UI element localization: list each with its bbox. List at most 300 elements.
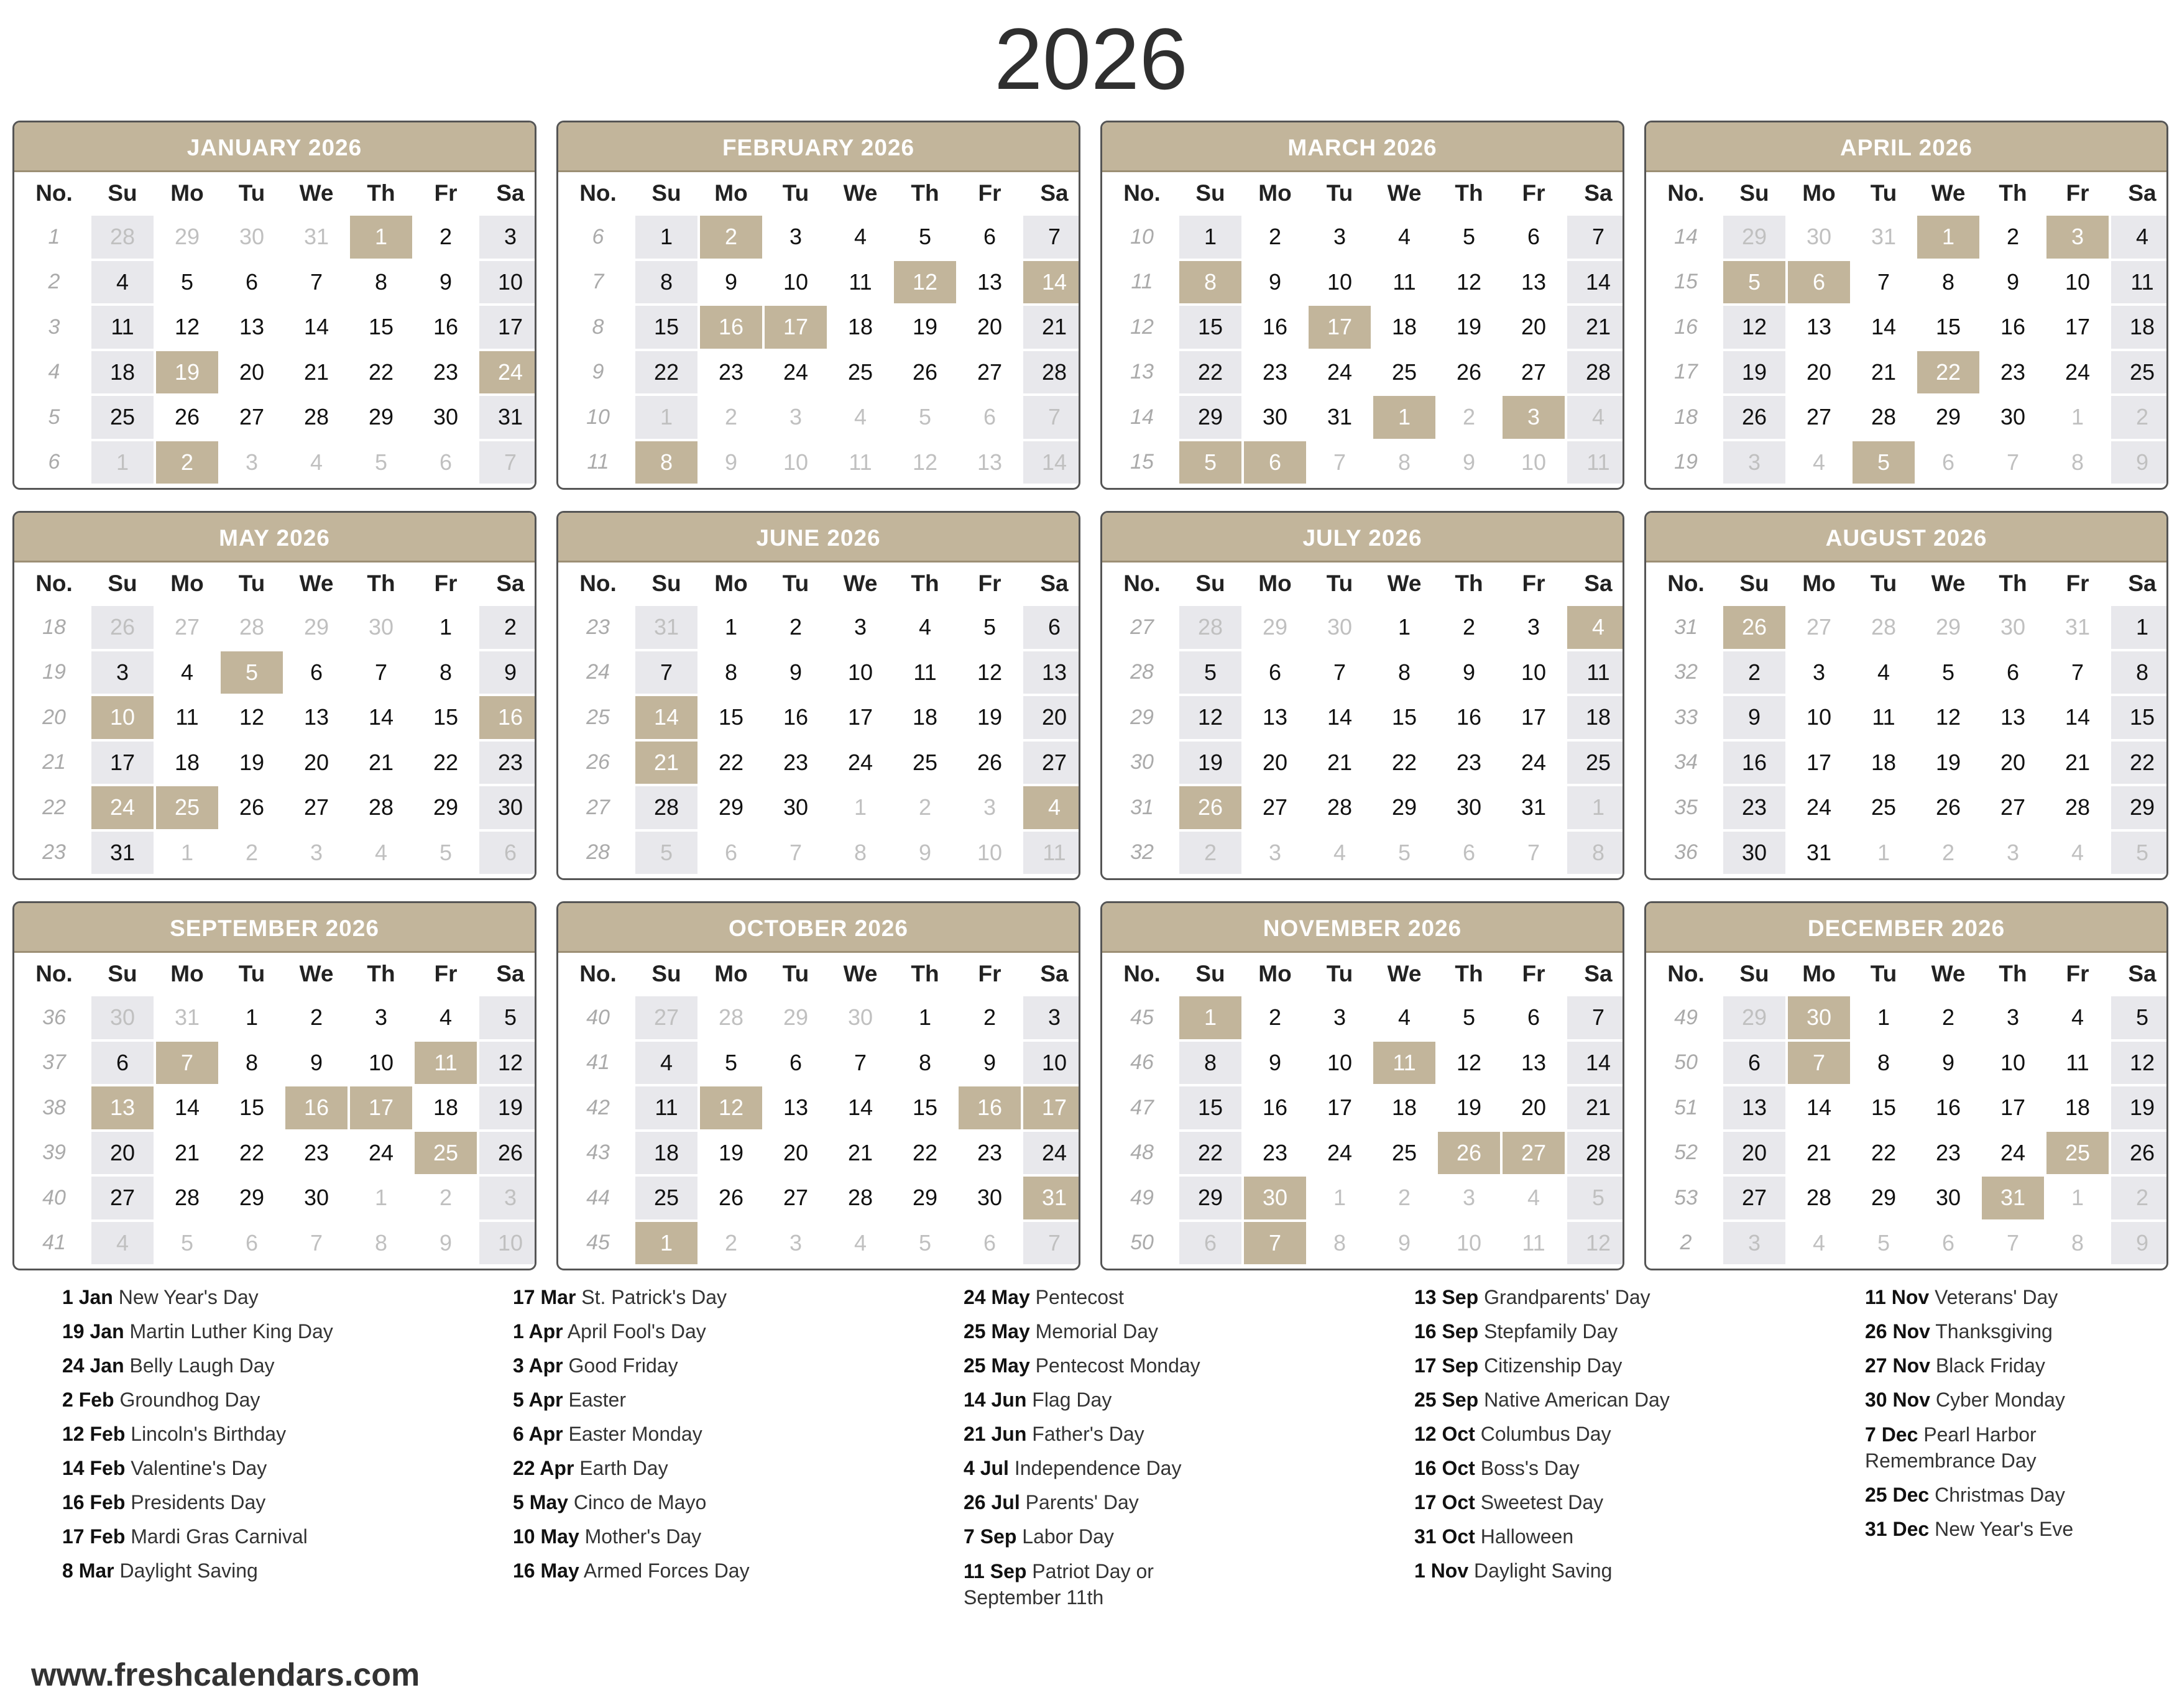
day-cell[interactable]: 25 [1871, 794, 1897, 820]
day-cell[interactable]: 7 [2006, 1229, 2020, 1256]
day-cell[interactable]: 25 [2111, 351, 2168, 394]
day-cell[interactable]: 3 [789, 404, 803, 430]
day-cell[interactable]: 2 [1462, 614, 1476, 640]
day-cell[interactable]: 6 [1268, 659, 1282, 685]
day-cell[interactable]: 4 [1567, 396, 1624, 439]
day-cell[interactable]: 30 [433, 404, 459, 430]
day-cell[interactable]: 4 [1527, 1185, 1540, 1211]
day-cell[interactable]: 3 [2006, 839, 2020, 865]
day-cell[interactable]: 24 [2065, 359, 2091, 385]
day-cell[interactable]: 12 [1935, 704, 1961, 730]
day-cell[interactable]: 5 [180, 1229, 194, 1256]
day-cell[interactable]: 8 [1567, 832, 1624, 875]
holiday-day-cell[interactable]: 4 [1023, 786, 1080, 829]
day-cell[interactable]: 19 [239, 749, 265, 775]
day-cell[interactable]: 31 [1327, 404, 1353, 430]
day-cell[interactable]: 4 [310, 449, 323, 475]
day-cell[interactable]: 30 [368, 614, 394, 640]
day-cell[interactable]: 2 [2111, 396, 2168, 439]
day-cell[interactable]: 8 [245, 1049, 259, 1075]
day-cell[interactable]: 9 [2111, 1222, 2168, 1265]
day-cell[interactable]: 4 [1812, 1229, 1826, 1256]
day-cell[interactable]: 22 [433, 749, 459, 775]
day-cell[interactable]: 25 [912, 749, 938, 775]
day-cell[interactable]: 19 [718, 1139, 744, 1165]
day-cell[interactable]: 6 [1527, 224, 1540, 250]
day-cell[interactable]: 31 [1871, 224, 1897, 250]
day-cell[interactable]: 6 [2006, 659, 2020, 685]
day-cell[interactable]: 19 [1456, 1095, 1482, 1121]
day-cell[interactable]: 18 [1567, 696, 1624, 739]
day-cell[interactable]: 23 [433, 359, 459, 385]
day-cell[interactable]: 14 [847, 1095, 873, 1121]
day-cell[interactable]: 27 [174, 614, 200, 640]
day-cell[interactable]: 9 [1462, 659, 1476, 685]
day-cell[interactable]: 30 [303, 1185, 329, 1211]
day-cell[interactable]: 20 [1723, 1132, 1785, 1175]
day-cell[interactable]: 28 [847, 1185, 873, 1211]
day-cell[interactable]: 12 [2111, 1042, 2168, 1085]
day-cell[interactable]: 8 [854, 839, 867, 865]
day-cell[interactable]: 31 [635, 606, 697, 649]
day-cell[interactable]: 21 [1567, 1086, 1624, 1129]
day-cell[interactable]: 3 [1723, 441, 1785, 484]
day-cell[interactable]: 16 [1262, 314, 1288, 340]
day-cell[interactable]: 29 [1935, 614, 1961, 640]
day-cell[interactable]: 14 [1806, 1095, 1832, 1121]
day-cell[interactable]: 3 [91, 651, 154, 694]
day-cell[interactable]: 21 [1806, 1139, 1832, 1165]
day-cell[interactable]: 20 [91, 1132, 154, 1175]
day-cell[interactable]: 27 [1521, 359, 1547, 385]
day-cell[interactable]: 3 [479, 1177, 536, 1219]
day-cell[interactable]: 18 [912, 704, 938, 730]
day-cell[interactable]: 18 [1871, 749, 1897, 775]
day-cell[interactable]: 26 [91, 606, 154, 649]
day-cell[interactable]: 28 [91, 216, 154, 259]
day-cell[interactable]: 28 [1871, 614, 1897, 640]
day-cell[interactable]: 13 [1521, 1049, 1547, 1075]
day-cell[interactable]: 13 [1806, 314, 1832, 340]
day-cell[interactable]: 7 [789, 839, 803, 865]
day-cell[interactable]: 10 [1327, 269, 1353, 295]
day-cell[interactable]: 5 [2111, 832, 2168, 875]
day-cell[interactable]: 2 [724, 404, 738, 430]
day-cell[interactable]: 10 [1456, 1229, 1482, 1256]
day-cell[interactable]: 6 [1462, 839, 1476, 865]
day-cell[interactable]: 16 [783, 704, 809, 730]
day-cell[interactable]: 2 [1268, 224, 1282, 250]
day-cell[interactable]: 24 [1806, 794, 1832, 820]
day-cell[interactable]: 29 [303, 614, 329, 640]
day-cell[interactable]: 24 [1023, 1132, 1080, 1175]
day-cell[interactable]: 20 [2000, 749, 2026, 775]
day-cell[interactable]: 7 [1567, 216, 1624, 259]
day-cell[interactable]: 9 [1723, 696, 1785, 739]
day-cell[interactable]: 27 [1262, 794, 1288, 820]
holiday-day-cell[interactable]: 22 [1917, 351, 1979, 394]
day-cell[interactable]: 10 [847, 659, 873, 685]
day-cell[interactable]: 2 [310, 1004, 323, 1031]
day-cell[interactable]: 29 [718, 794, 744, 820]
day-cell[interactable]: 6 [1179, 1222, 1241, 1265]
day-cell[interactable]: 9 [1268, 269, 1282, 295]
day-cell[interactable]: 8 [1397, 659, 1411, 685]
day-cell[interactable]: 22 [1179, 1132, 1241, 1175]
day-cell[interactable]: 2 [2006, 224, 2020, 250]
holiday-day-cell[interactable]: 1 [350, 216, 412, 259]
day-cell[interactable]: 1 [724, 614, 738, 640]
day-cell[interactable]: 29 [1262, 614, 1288, 640]
day-cell[interactable]: 12 [174, 314, 200, 340]
day-cell[interactable]: 25 [847, 359, 873, 385]
day-cell[interactable]: 3 [789, 224, 803, 250]
day-cell[interactable]: 8 [1941, 269, 1955, 295]
day-cell[interactable]: 25 [91, 396, 154, 439]
day-cell[interactable]: 3 [1268, 839, 1282, 865]
day-cell[interactable]: 17 [2000, 1095, 2026, 1121]
day-cell[interactable]: 2 [245, 839, 259, 865]
day-cell[interactable]: 21 [2065, 749, 2091, 775]
day-cell[interactable]: 13 [783, 1095, 809, 1121]
day-cell[interactable]: 9 [2006, 269, 2020, 295]
day-cell[interactable]: 11 [849, 449, 872, 475]
day-cell[interactable]: 2 [1723, 651, 1785, 694]
day-cell[interactable]: 15 [718, 704, 744, 730]
day-cell[interactable]: 21 [1567, 306, 1624, 349]
day-cell[interactable]: 24 [2000, 1139, 2026, 1165]
day-cell[interactable]: 6 [310, 659, 323, 685]
day-cell[interactable]: 24 [368, 1139, 394, 1165]
day-cell[interactable]: 30 [783, 794, 809, 820]
holiday-day-cell[interactable]: 26 [1179, 786, 1241, 829]
holiday-day-cell[interactable]: 14 [1023, 261, 1080, 304]
day-cell[interactable]: 30 [1935, 1185, 1961, 1211]
day-cell[interactable]: 22 [912, 1139, 938, 1165]
day-cell[interactable]: 2 [1179, 832, 1241, 875]
day-cell[interactable]: 2 [2111, 1177, 2168, 1219]
day-cell[interactable]: 19 [1723, 351, 1785, 394]
day-cell[interactable]: 4 [2071, 1004, 2084, 1031]
day-cell[interactable]: 26 [1935, 794, 1961, 820]
day-cell[interactable]: 5 [1179, 651, 1241, 694]
day-cell[interactable]: 4 [91, 261, 154, 304]
day-cell[interactable]: 11 [2066, 1049, 2089, 1075]
day-cell[interactable]: 7 [374, 659, 388, 685]
day-cell[interactable]: 7 [2006, 449, 2020, 475]
day-cell[interactable]: 30 [977, 1185, 1003, 1211]
day-cell[interactable]: 10 [783, 449, 809, 475]
day-cell[interactable]: 3 [310, 839, 323, 865]
day-cell[interactable]: 21 [303, 359, 329, 385]
day-cell[interactable]: 19 [1179, 742, 1241, 784]
holiday-day-cell[interactable]: 7 [156, 1042, 218, 1085]
day-cell[interactable]: 8 [2071, 449, 2084, 475]
day-cell[interactable]: 22 [1179, 351, 1241, 394]
day-cell[interactable]: 7 [1333, 449, 1346, 475]
holiday-day-cell[interactable]: 14 [635, 696, 697, 739]
day-cell[interactable]: 28 [1806, 1185, 1832, 1211]
day-cell[interactable]: 13 [977, 449, 1003, 475]
day-cell[interactable]: 18 [2065, 1095, 2091, 1121]
day-cell[interactable]: 20 [1521, 1095, 1547, 1121]
day-cell[interactable]: 9 [479, 651, 536, 694]
day-cell[interactable]: 15 [1935, 314, 1961, 340]
day-cell[interactable]: 1 [854, 794, 867, 820]
day-cell[interactable]: 1 [1877, 839, 1890, 865]
day-cell[interactable]: 26 [2111, 1132, 2168, 1175]
day-cell[interactable]: 8 [724, 659, 738, 685]
day-cell[interactable]: 20 [783, 1139, 809, 1165]
day-cell[interactable]: 11 [91, 306, 154, 349]
holiday-day-cell[interactable]: 6 [1788, 261, 1850, 304]
day-cell[interactable]: 15 [2111, 696, 2168, 739]
holiday-day-cell[interactable]: 1 [635, 1222, 697, 1265]
day-cell[interactable]: 17 [91, 742, 154, 784]
day-cell[interactable]: 13 [1262, 704, 1288, 730]
day-cell[interactable]: 2 [724, 1229, 738, 1256]
day-cell[interactable]: 3 [1023, 996, 1080, 1039]
day-cell[interactable]: 5 [1462, 1004, 1476, 1031]
day-cell[interactable]: 8 [1333, 1229, 1346, 1256]
day-cell[interactable]: 22 [1391, 749, 1417, 775]
day-cell[interactable]: 22 [239, 1139, 265, 1165]
day-cell[interactable]: 5 [983, 614, 997, 640]
day-cell[interactable]: 1 [1179, 216, 1241, 259]
day-cell[interactable]: 11 [1522, 1229, 1545, 1256]
day-cell[interactable]: 5 [180, 269, 194, 295]
day-cell[interactable]: 14 [1023, 441, 1080, 484]
day-cell[interactable]: 9 [1397, 1229, 1411, 1256]
day-cell[interactable]: 2 [1462, 404, 1476, 430]
day-cell[interactable]: 8 [1877, 1049, 1890, 1075]
day-cell[interactable]: 30 [1456, 794, 1482, 820]
day-cell[interactable]: 17 [479, 306, 536, 349]
day-cell[interactable]: 28 [368, 794, 394, 820]
day-cell[interactable]: 23 [1262, 359, 1288, 385]
day-cell[interactable]: 15 [239, 1095, 265, 1121]
day-cell[interactable]: 1 [2071, 1185, 2084, 1211]
day-cell[interactable]: 9 [310, 1049, 323, 1075]
day-cell[interactable]: 11 [1023, 832, 1080, 875]
day-cell[interactable]: 20 [1521, 314, 1547, 340]
holiday-day-cell[interactable]: 16 [479, 696, 536, 739]
day-cell[interactable]: 1 [1877, 1004, 1890, 1031]
day-cell[interactable]: 31 [1521, 794, 1547, 820]
day-cell[interactable]: 19 [2111, 1086, 2168, 1129]
day-cell[interactable]: 8 [2071, 1229, 2084, 1256]
day-cell[interactable]: 6 [479, 832, 536, 875]
holiday-day-cell[interactable]: 7 [1788, 1042, 1850, 1085]
day-cell[interactable]: 24 [847, 749, 873, 775]
day-cell[interactable]: 22 [635, 351, 697, 394]
day-cell[interactable]: 16 [433, 314, 459, 340]
day-cell[interactable]: 4 [91, 1222, 154, 1265]
holiday-day-cell[interactable]: 11 [415, 1042, 477, 1085]
day-cell[interactable]: 4 [854, 224, 867, 250]
day-cell[interactable]: 16 [1262, 1095, 1288, 1121]
day-cell[interactable]: 2 [1397, 1185, 1411, 1211]
day-cell[interactable]: 26 [479, 1132, 536, 1175]
day-cell[interactable]: 28 [1871, 404, 1897, 430]
day-cell[interactable]: 9 [983, 1049, 997, 1075]
day-cell[interactable]: 1 [1567, 786, 1624, 829]
day-cell[interactable]: 12 [239, 704, 265, 730]
day-cell[interactable]: 7 [2071, 659, 2084, 685]
holiday-day-cell[interactable]: 16 [959, 1086, 1021, 1129]
holiday-day-cell[interactable]: 12 [700, 1086, 762, 1129]
day-cell[interactable]: 4 [854, 1229, 867, 1256]
day-cell[interactable]: 6 [983, 1229, 997, 1256]
day-cell[interactable]: 19 [479, 1086, 536, 1129]
day-cell[interactable]: 30 [847, 1004, 873, 1031]
holiday-day-cell[interactable]: 27 [1503, 1132, 1565, 1175]
holiday-day-cell[interactable]: 3 [2046, 216, 2109, 259]
day-cell[interactable]: 26 [912, 359, 938, 385]
day-cell[interactable]: 27 [91, 1177, 154, 1219]
holiday-day-cell[interactable]: 13 [91, 1086, 154, 1129]
holiday-day-cell[interactable]: 4 [1567, 606, 1624, 649]
day-cell[interactable]: 3 [1333, 224, 1346, 250]
day-cell[interactable]: 14 [174, 1095, 200, 1121]
day-cell[interactable]: 1 [374, 1185, 388, 1211]
day-cell[interactable]: 6 [1941, 449, 1955, 475]
day-cell[interactable]: 31 [2065, 614, 2091, 640]
day-cell[interactable]: 16 [2000, 314, 2026, 340]
day-cell[interactable]: 10 [2065, 269, 2091, 295]
day-cell[interactable]: 9 [918, 839, 932, 865]
day-cell[interactable]: 24 [1327, 359, 1353, 385]
day-cell[interactable]: 18 [847, 314, 873, 340]
day-cell[interactable]: 9 [789, 659, 803, 685]
day-cell[interactable]: 7 [1527, 839, 1540, 865]
holiday-day-cell[interactable]: 26 [1438, 1132, 1500, 1175]
day-cell[interactable]: 8 [635, 261, 697, 304]
day-cell[interactable]: 6 [983, 224, 997, 250]
day-cell[interactable]: 21 [1871, 359, 1897, 385]
day-cell[interactable]: 13 [1521, 269, 1547, 295]
day-cell[interactable]: 3 [1333, 1004, 1346, 1031]
day-cell[interactable]: 9 [439, 269, 453, 295]
day-cell[interactable]: 1 [2071, 404, 2084, 430]
holiday-day-cell[interactable]: 25 [2046, 1132, 2109, 1175]
day-cell[interactable]: 15 [1179, 306, 1241, 349]
holiday-day-cell[interactable]: 17 [1309, 306, 1371, 349]
day-cell[interactable]: 7 [310, 1229, 323, 1256]
day-cell[interactable]: 19 [977, 704, 1003, 730]
day-cell[interactable]: 4 [439, 1004, 453, 1031]
day-cell[interactable]: 15 [1871, 1095, 1897, 1121]
day-cell[interactable]: 20 [303, 749, 329, 775]
day-cell[interactable]: 8 [374, 269, 388, 295]
day-cell[interactable]: 20 [977, 314, 1003, 340]
day-cell[interactable]: 30 [239, 224, 265, 250]
holiday-day-cell[interactable]: 1 [1179, 996, 1241, 1039]
day-cell[interactable]: 30 [1327, 614, 1353, 640]
day-cell[interactable]: 16 [1456, 704, 1482, 730]
day-cell[interactable]: 18 [1391, 314, 1417, 340]
day-cell[interactable]: 15 [912, 1095, 938, 1121]
day-cell[interactable]: 1 [1333, 1185, 1346, 1211]
day-cell[interactable]: 9 [1941, 1049, 1955, 1075]
day-cell[interactable]: 30 [479, 786, 536, 829]
holiday-day-cell[interactable]: 16 [285, 1086, 348, 1129]
day-cell[interactable]: 4 [1877, 659, 1890, 685]
day-cell[interactable]: 29 [1723, 216, 1785, 259]
day-cell[interactable]: 5 [724, 1049, 738, 1075]
day-cell[interactable]: 6 [789, 1049, 803, 1075]
day-cell[interactable]: 1 [439, 614, 453, 640]
day-cell[interactable]: 20 [1023, 696, 1080, 739]
day-cell[interactable]: 16 [1723, 742, 1785, 784]
day-cell[interactable]: 15 [433, 704, 459, 730]
day-cell[interactable]: 6 [1023, 606, 1080, 649]
day-cell[interactable]: 5 [1877, 1229, 1890, 1256]
day-cell[interactable]: 5 [2111, 996, 2168, 1039]
day-cell[interactable]: 28 [2065, 794, 2091, 820]
day-cell[interactable]: 10 [1521, 449, 1547, 475]
day-cell[interactable]: 6 [245, 269, 259, 295]
day-cell[interactable]: 10 [1023, 1042, 1080, 1085]
day-cell[interactable]: 9 [439, 1229, 453, 1256]
day-cell[interactable]: 29 [783, 1004, 809, 1031]
day-cell[interactable]: 2 [983, 1004, 997, 1031]
holiday-day-cell[interactable]: 24 [91, 786, 154, 829]
day-cell[interactable]: 7 [635, 651, 697, 694]
day-cell[interactable]: 12 [1723, 306, 1785, 349]
day-cell[interactable]: 29 [239, 1185, 265, 1211]
day-cell[interactable]: 3 [1527, 614, 1540, 640]
day-cell[interactable]: 15 [635, 306, 697, 349]
day-cell[interactable]: 27 [1723, 1177, 1785, 1219]
day-cell[interactable]: 29 [912, 1185, 938, 1211]
day-cell[interactable]: 31 [174, 1004, 200, 1031]
day-cell[interactable]: 3 [2006, 1004, 2020, 1031]
day-cell[interactable]: 2 [439, 1185, 453, 1211]
day-cell[interactable]: 5 [1397, 839, 1411, 865]
day-cell[interactable]: 26 [239, 794, 265, 820]
day-cell[interactable]: 21 [847, 1139, 873, 1165]
day-cell[interactable]: 22 [368, 359, 394, 385]
day-cell[interactable]: 22 [2111, 742, 2168, 784]
day-cell[interactable]: 17 [1521, 704, 1547, 730]
day-cell[interactable]: 8 [1179, 1042, 1241, 1085]
holiday-day-cell[interactable]: 12 [894, 261, 956, 304]
day-cell[interactable]: 29 [2111, 786, 2168, 829]
day-cell[interactable]: 27 [303, 794, 329, 820]
day-cell[interactable]: 24 [1521, 749, 1547, 775]
day-cell[interactable]: 28 [635, 786, 697, 829]
day-cell[interactable]: 19 [1935, 749, 1961, 775]
day-cell[interactable]: 9 [1462, 449, 1476, 475]
day-cell[interactable]: 30 [2000, 404, 2026, 430]
day-cell[interactable]: 1 [180, 839, 194, 865]
day-cell[interactable]: 21 [174, 1139, 200, 1165]
day-cell[interactable]: 3 [789, 1229, 803, 1256]
day-cell[interactable]: 19 [1456, 314, 1482, 340]
day-cell[interactable]: 7 [1023, 216, 1080, 259]
day-cell[interactable]: 30 [1806, 224, 1832, 250]
day-cell[interactable]: 17 [1327, 1095, 1353, 1121]
day-cell[interactable]: 4 [1333, 839, 1346, 865]
holiday-day-cell[interactable]: 7 [1244, 1222, 1306, 1265]
day-cell[interactable]: 18 [1391, 1095, 1417, 1121]
day-cell[interactable]: 2 [789, 614, 803, 640]
holiday-day-cell[interactable]: 1 [1373, 396, 1435, 439]
day-cell[interactable]: 8 [374, 1229, 388, 1256]
day-cell[interactable]: 30 [91, 996, 154, 1039]
day-cell[interactable]: 12 [479, 1042, 536, 1085]
